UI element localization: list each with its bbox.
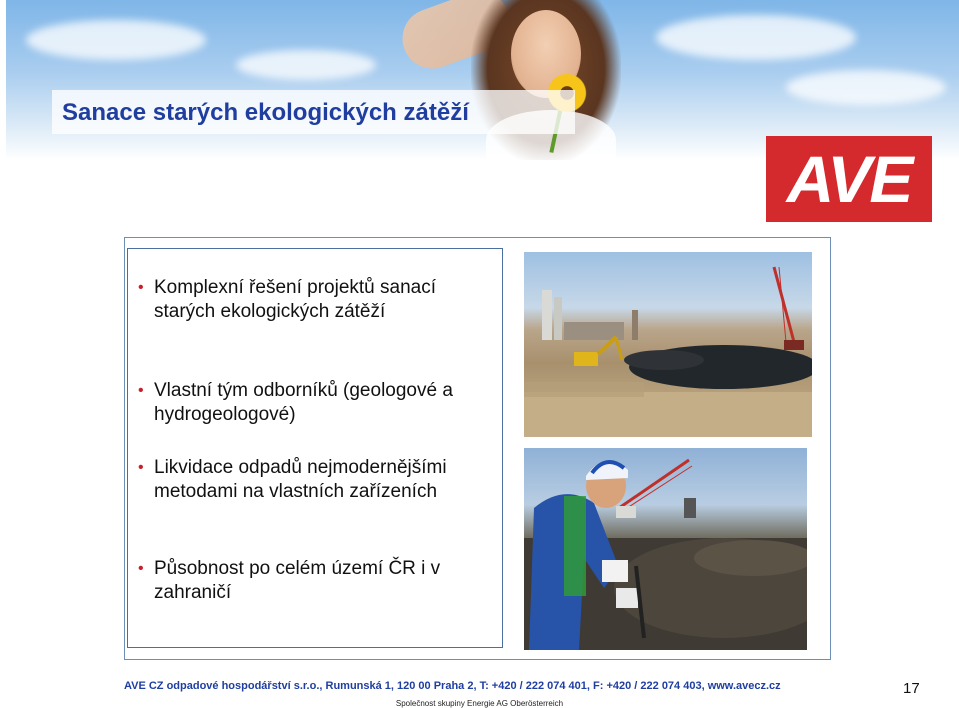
bullet-item <box>138 557 474 605</box>
bullet-text: Likvidace odpadů nejmodernějšími metodami na vlastních zařízeních <box>154 457 447 502</box>
bullet-icon: • <box>138 382 144 399</box>
bullet-panel <box>127 248 503 648</box>
ave-logo <box>766 136 932 222</box>
bullet-icon: • <box>138 459 144 476</box>
worker-illustration <box>524 448 807 650</box>
slide-title: Sanace starých ekologických zátěží <box>62 99 469 126</box>
bullet-icon: • <box>138 279 144 296</box>
logo-text: AVE <box>786 142 912 216</box>
bullet-icon: • <box>138 560 144 577</box>
bullet-text: Komplexní řešení projektů sanací starých ekologických zátěží <box>154 277 436 322</box>
bullet-item <box>138 276 474 324</box>
footer-contact: AVE CZ odpadové hospodářství s.r.o., Rumunská 1, 120 00 Praha 2, T: +420 / 222 074 401, F: +420 / 222 074 403, www.avecz.cz <box>124 680 781 692</box>
page-number: 17 <box>903 680 920 697</box>
bullet-text: Vlastní tým odborníků (geologové a hydrogeologové) <box>154 380 453 425</box>
footer-subsidiary: Společnost skupiny Energie AG Oberösterreich <box>395 699 564 708</box>
title-box <box>52 90 575 134</box>
site-illustration <box>524 252 812 437</box>
remediation-site-photo <box>524 252 812 437</box>
bullet-item <box>138 456 474 504</box>
worker-photo <box>524 448 807 650</box>
bullet-text: Působnost po celém území ČR i v zahraničí <box>154 558 441 603</box>
bullet-item <box>138 379 474 427</box>
